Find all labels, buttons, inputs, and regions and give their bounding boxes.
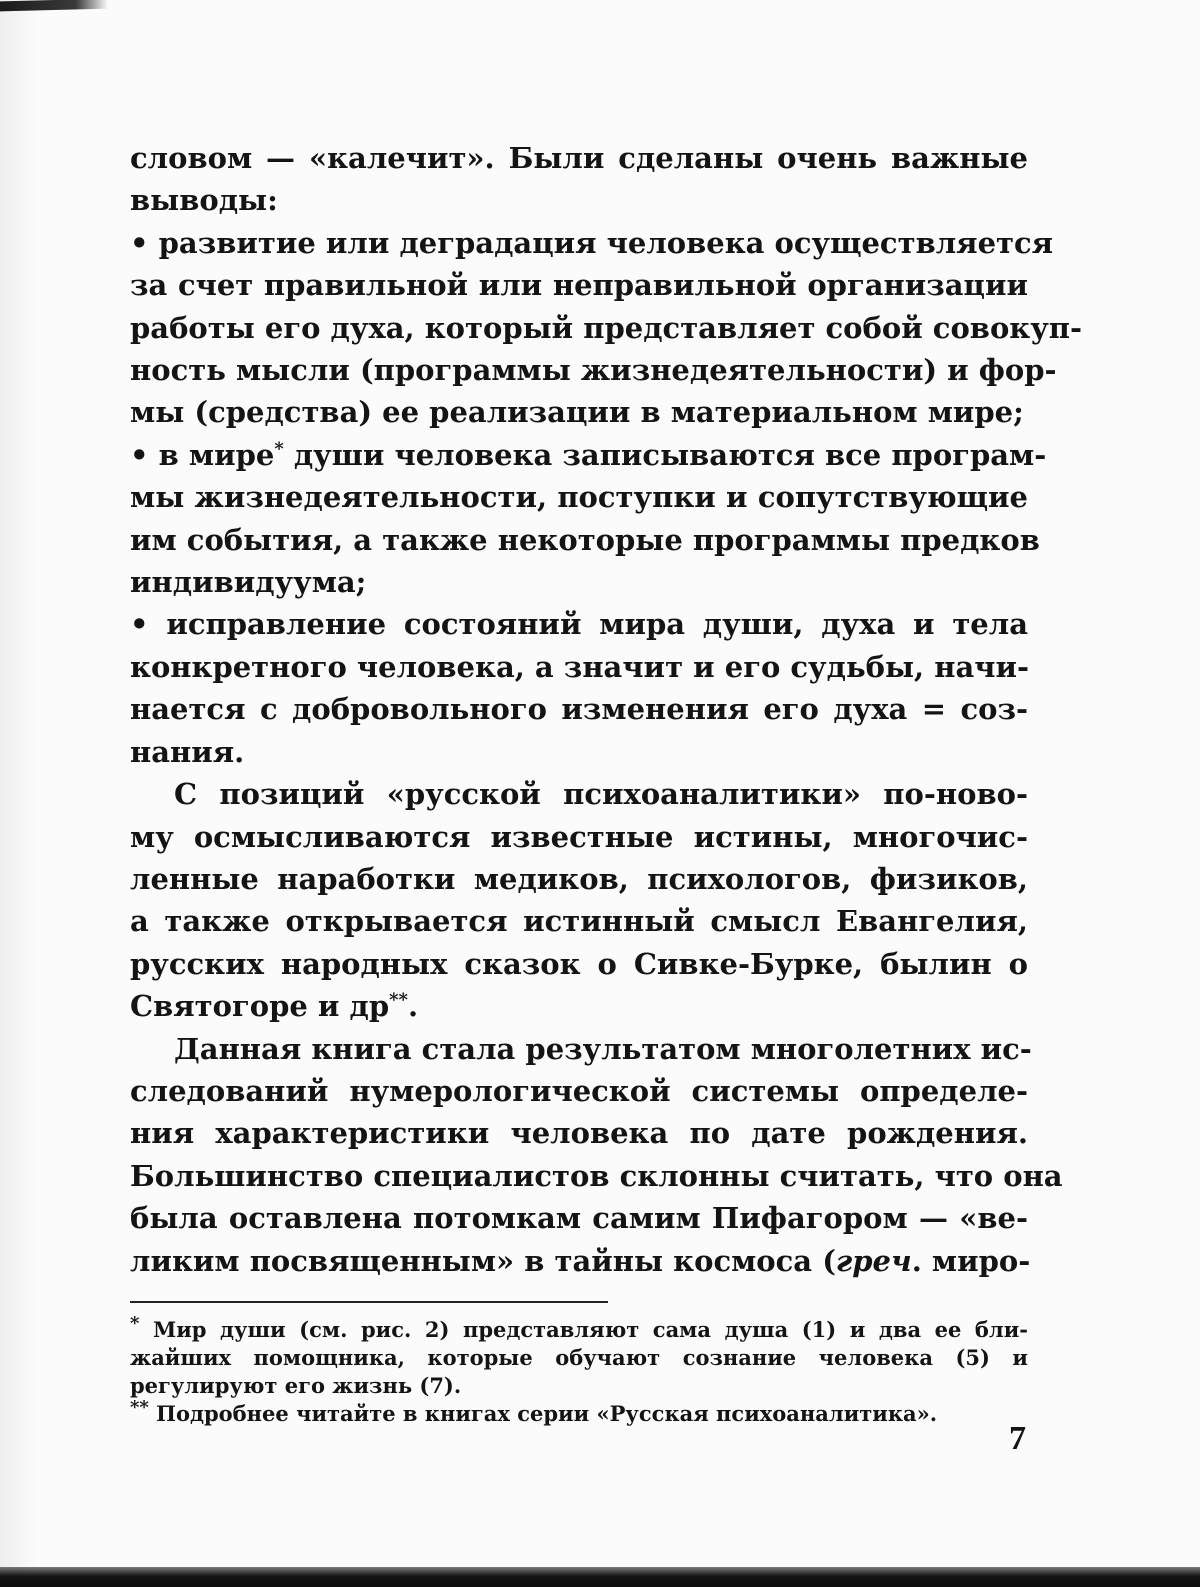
text-line: нания. bbox=[130, 734, 245, 769]
text-line: русских народных сказок о Сивке-Бурке, былин о bbox=[130, 946, 1028, 981]
footnote-marker: * bbox=[274, 438, 284, 460]
text-line: ность мысли (программы жизнедеятельности) и фор- bbox=[130, 353, 1057, 388]
text-line: С позиций «русской психоаналитики» по-ново- bbox=[174, 777, 1028, 812]
footnote-marker: ** bbox=[389, 989, 408, 1011]
scan-bottom-edge bbox=[0, 1567, 1200, 1587]
text-line: мы (средства) ее реализации в материальном мире; bbox=[130, 395, 1024, 430]
text-line: ленные наработки медиков, психологов, физиков, bbox=[130, 861, 1028, 896]
text-line: работы его духа, который представляет собой совокуп- bbox=[130, 310, 1083, 345]
footnote-marker: * bbox=[130, 1313, 140, 1334]
text-line bbox=[130, 1240, 1031, 1282]
text-fragment: . миро- bbox=[911, 1243, 1031, 1278]
text-line: была оставлена потомкам самим Пифагором — «ве- bbox=[130, 1201, 1028, 1236]
text-line bbox=[130, 434, 1047, 476]
text-line: нается с добровольного изменения его духа = соз- bbox=[130, 692, 1028, 727]
text-line: Данная книга стала результатом многолетних ис- bbox=[174, 1031, 1032, 1066]
text-fragment: ликим посвященным» в тайны космоса ( bbox=[130, 1243, 836, 1278]
main-text bbox=[130, 137, 1083, 1282]
page-number: 7 bbox=[1009, 1420, 1026, 1457]
text-line: конкретного человека, а значит и его судьбы, начи- bbox=[130, 649, 1030, 684]
footnote-text: Мир души (см. рис. 2) представляют сама душа (1) и два ее бли- bbox=[139, 1317, 1028, 1342]
footnote-line bbox=[130, 1397, 1028, 1428]
footnote-text: Подробнее читайте в книгах серии «Русская психоаналитика». bbox=[148, 1401, 938, 1426]
text-line: а также открывается истинный смысл Евангелия, bbox=[130, 904, 1028, 939]
text-line: Большинство специалистов склонны считать, что она bbox=[130, 1158, 1063, 1193]
text-line: ния характеристики человека по дате рождения. bbox=[130, 1116, 1028, 1151]
footnotes bbox=[130, 1313, 1028, 1428]
footnote-line bbox=[130, 1313, 1028, 1344]
text-fragment-italic: греч bbox=[835, 1243, 912, 1278]
text-fragment: • в мире bbox=[130, 437, 275, 472]
footnote-line: регулируют его жизнь (7). bbox=[130, 1373, 462, 1398]
text-line bbox=[130, 985, 1028, 1027]
text-line: словом — «калечит». Были сделаны очень важные bbox=[130, 141, 1028, 175]
scan-corner-mark bbox=[0, 0, 108, 11]
text-line: • исправление состояний мира души, духа и тела bbox=[130, 607, 1028, 642]
text-line: за счет правильной или неправильной организации bbox=[130, 268, 1028, 303]
text-line: му осмысливаются известные истины, многочис- bbox=[130, 819, 1028, 854]
footnote-divider bbox=[130, 1301, 608, 1303]
text-line: индивидуума; bbox=[130, 565, 367, 600]
text-fragment: . bbox=[407, 989, 419, 1024]
text-line: мы жизнедеятельности, поступки и сопутствующие bbox=[130, 480, 1028, 515]
text-line: следований нумерологической системы определе- bbox=[130, 1073, 1028, 1108]
scan-shadow bbox=[0, 0, 40, 1587]
footnote-marker: ** bbox=[130, 1397, 149, 1418]
footnote-line: жайших помощника, которые обучают сознание человека (5) и bbox=[130, 1345, 1028, 1370]
text-line: выводы: bbox=[130, 183, 278, 218]
text-line: • развитие или деградация человека осуществляется bbox=[130, 225, 1054, 260]
text-line: им события, а также некоторые программы предков bbox=[130, 522, 1040, 557]
text-fragment: души человека записываются все програм- bbox=[283, 437, 1047, 472]
text-fragment: Святогоре и др bbox=[130, 989, 390, 1024]
